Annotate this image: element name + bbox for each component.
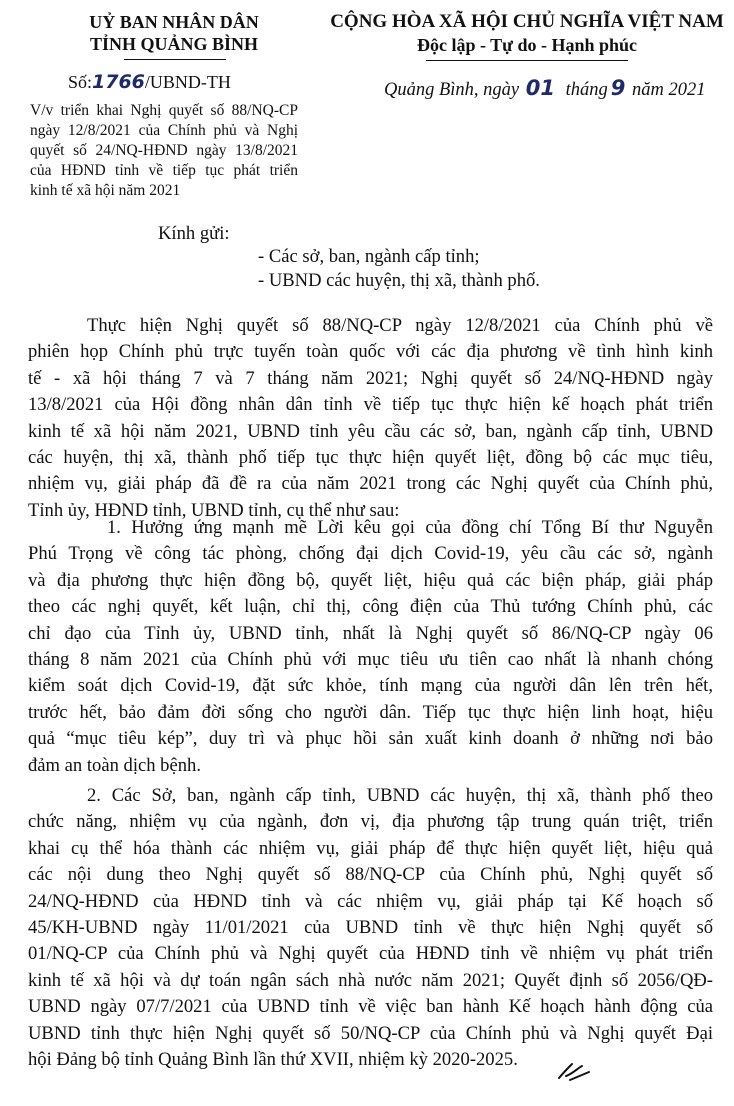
paragraph-2-line: chỉ đạo của Tỉnh ủy, UBND tỉnh, nhất là Nghị quyết số 86/NQ-CP ngày 06 bbox=[28, 622, 713, 644]
paragraph-1-line: phiên họp Chính phủ trực tuyến toàn quốc với các địa phương về tình hình kinh bbox=[28, 341, 713, 363]
summary-line: quyết số 24/NQ-HĐND ngày 13/8/2021 bbox=[30, 142, 298, 159]
nation-motto: Độc lập - Tự do - Hạnh phúc bbox=[416, 35, 638, 55]
paragraph-3-line: các nội dung theo Nghị quyết số 88/NQ-CP của Chính phủ, Nghị quyết số bbox=[28, 864, 713, 886]
recipients-label: Kính gửi: bbox=[158, 223, 230, 244]
paragraph-3-line: 01/NQ-CP của Chính phủ và Nghị quyết của HĐND tỉnh về nhiệm vụ phát triển bbox=[28, 943, 713, 965]
recipient-item: - UBND các huyện, thị xã, thành phố. bbox=[258, 270, 540, 291]
paragraph-3-line: khai cụ thể hóa thành các nhiệm vụ, giải pháp để thực hiện quyết liệt, hiệu quả bbox=[28, 837, 713, 859]
summary-line: ngày 12/8/2021 của Chính phủ và Nghị bbox=[30, 122, 298, 139]
initials-signature-mark bbox=[556, 1058, 592, 1084]
paragraph-3-line: UBND ngày 07/7/2021 của UBND tỉnh về việc ban hành Kế hoạch hành động của bbox=[28, 996, 713, 1018]
paragraph-1-line: 13/8/2021 của Hội đồng nhân dân tỉnh về tiếp tục thực hiện kế hoạch phát triển bbox=[28, 394, 713, 416]
paragraph-3-line: 24/NQ-HĐND của HĐND tỉnh và các nhiệm vụ, giải pháp tại Kế hoạch số bbox=[28, 890, 713, 912]
paragraph-1-line: các huyện, thị xã, thành phố tiếp tục thực hiện quyết liệt, đồng bộ các mục tiêu, bbox=[28, 447, 713, 468]
summary-line: V/v triển khai Nghị quyết số 88/NQ-CP bbox=[30, 102, 298, 119]
date-year: năm 2021 bbox=[632, 80, 706, 100]
date-month-handwritten: 9 bbox=[610, 76, 626, 100]
paragraph-3-line: hội Đảng bộ tỉnh Quảng Bình lần thứ XVII, nhiệm kỳ 2020-2025. bbox=[28, 1049, 518, 1070]
summary-line: kinh tế xã hội năm 2021 bbox=[30, 182, 181, 199]
recipient-item: - Các sở, ban, ngành cấp tỉnh; bbox=[258, 246, 480, 267]
date-month-label: tháng bbox=[565, 80, 608, 100]
paragraph-2-line: Phú Trọng về công tác phòng, chống đại dịch Covid-19, yêu cầu các sở, ngành bbox=[28, 543, 713, 565]
motto-underline bbox=[426, 60, 628, 61]
paragraph-3-line: 45/KH-UBND ngày 11/01/2021 của UBND tỉnh về thực hiện Nghị quyết số bbox=[28, 917, 713, 938]
summary-line: của HĐND tỉnh về tiếp tục phát triển bbox=[30, 162, 298, 179]
paragraph-2-line: quả “mục tiêu kép”, duy trì và phục hồi sản xuất kinh doanh ở những nơi bảo bbox=[28, 728, 713, 750]
paragraph-2-line: và địa phương thực hiện đồng bộ, quyết liệt, hiệu quả các biện pháp, giải pháp bbox=[28, 569, 713, 591]
paragraph-2-line: đảm an toàn dịch bệnh. bbox=[28, 754, 201, 776]
paragraph-2-line: theo các nghị quyết, kết luận, chỉ thị, công điện của Thủ tướng Chính phủ, các bbox=[28, 596, 713, 618]
doc-number-suffix: /UBND-TH bbox=[144, 72, 231, 92]
paragraph-1-line: Tỉnh ủy, HĐND tỉnh, UBND tỉnh, cụ thể như sau: bbox=[28, 499, 400, 521]
paragraph-2-line: kiểm soát dịch Covid-19, đặt sức khỏe, tính mạng của người dân lên trên hết, bbox=[28, 675, 713, 697]
agency-name-line1: UỶ BAN NHÂN DÂN bbox=[89, 12, 259, 32]
document-number bbox=[68, 70, 231, 94]
paragraph-1-line: kinh tế xã hội năm 2021, UBND tỉnh yêu cầu các sở, ban, ngành cấp tỉnh, UBND bbox=[28, 420, 713, 442]
paragraph-2-line: trước hết, bảo đảm đời sống cho người dân. Tiếp tục thực hiện linh hoạt, hiệu bbox=[28, 701, 713, 723]
issue-date bbox=[384, 76, 706, 102]
paragraph-3-line: UBND tỉnh thực hiện Nghị quyết số 50/NQ-CP của Chính phủ và Nghị quyết Đại bbox=[28, 1022, 713, 1044]
paragraph-1-line: nhiệm vụ, giải pháp đã đề ra của năm 2021 trong các Nghị quyết của Chính phủ, bbox=[28, 473, 713, 495]
agency-underline bbox=[124, 59, 226, 60]
nation-title: CỘNG HÒA XÃ HỘI CHỦ NGHĨA VIỆT NAM bbox=[330, 11, 724, 32]
doc-number-handwritten: 1766 bbox=[92, 71, 145, 93]
date-day-handwritten: 01 bbox=[525, 76, 555, 100]
agency-name-line2: TỈNH QUẢNG BÌNH bbox=[89, 34, 259, 54]
doc-number-prefix: Số: bbox=[68, 72, 93, 92]
paragraph-2-line: tháng 8 năm 2021 của Chính phủ với mục tiêu ưu tiên cao nhất là nhanh chóng bbox=[28, 649, 713, 670]
paragraph-1-line: Thực hiện Nghị quyết số 88/NQ-CP ngày 12/8/2021 của Chính phủ về bbox=[87, 315, 713, 336]
paragraph-3-line: chức năng, nhiệm vụ của ngành, đơn vị, địa phương tập trung quán triệt, triển bbox=[28, 811, 713, 833]
paragraph-3-line: kinh tế xã hội và dự toán ngân sách nhà nước năm 2021; Quyết định số 2056/QĐ- bbox=[28, 969, 713, 991]
paragraph-1-line: tế - xã hội tháng 7 và 7 tháng năm 2021; Nghị quyết số 24/NQ-HĐND ngày bbox=[28, 367, 713, 389]
date-prefix: Quảng Bình, ngày bbox=[384, 80, 520, 100]
paragraph-2-line: 1. Hưởng ứng mạnh mẽ Lời kêu gọi của đồng chí Tổng Bí thư Nguyễn bbox=[107, 517, 713, 538]
paragraph-3-line: 2. Các Sở, ban, ngành cấp tỉnh, UBND các huyện, thị xã, thành phố theo bbox=[87, 785, 713, 806]
